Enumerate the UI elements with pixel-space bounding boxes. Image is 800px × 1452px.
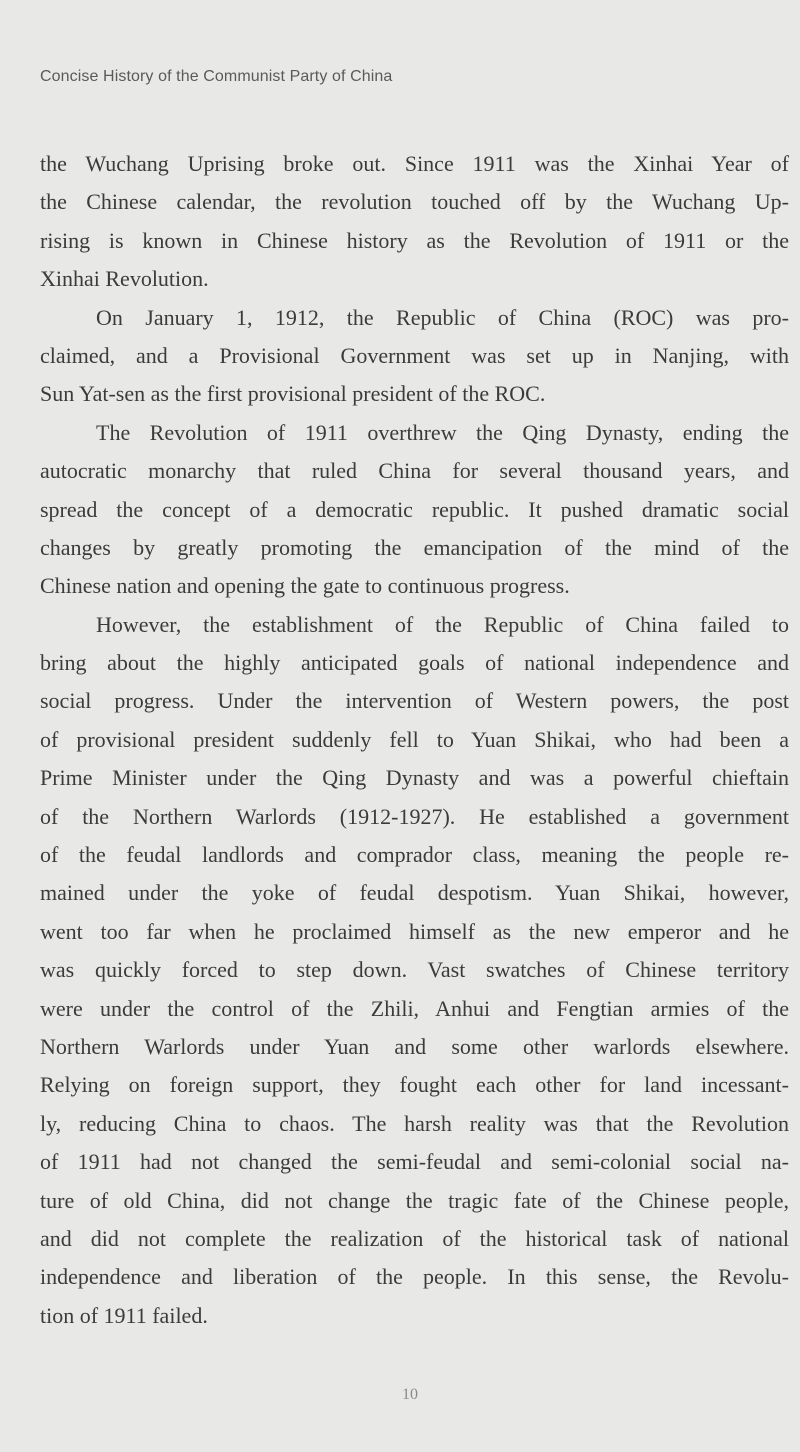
text-line: was quickly forced to step down. Vast swatches of Chinese territory xyxy=(40,957,789,983)
text-line: of 1911 had not changed the semi-feudal and semi-colonial social na- xyxy=(40,1149,789,1175)
text-line: of provisional president suddenly fell to Yuan Shikai, who had been a xyxy=(40,726,789,752)
paragraph xyxy=(40,414,789,606)
text-line: and did not complete the realization of the historical task of national xyxy=(40,1225,789,1251)
text-line: independence and liberation of the people. In this sense, the Revolu- xyxy=(40,1264,789,1290)
page-number: 10 xyxy=(402,1386,418,1403)
text-line: Relying on foreign support, they fought each other for land incessant- xyxy=(40,1072,789,1098)
text-line: On January 1, 1912, the Republic of China (ROC) was pro- xyxy=(96,304,789,330)
text-line: spread the concept of a democratic republic. It pushed dramatic social xyxy=(40,496,789,522)
text-line: ly, reducing China to chaos. The harsh reality was that the Revolution xyxy=(40,1110,789,1136)
text-line: ture of old China, did not change the tragic fate of the Chinese people, xyxy=(40,1187,789,1213)
text-line: claimed, and a Provisional Government was set up in Nanjing, with xyxy=(40,342,789,368)
text-line: of the Northern Warlords (1912-1927). He established a government xyxy=(40,803,789,829)
text-line: tion of 1911 failed. xyxy=(40,1302,208,1328)
text-line: Northern Warlords under Yuan and some other warlords elsewhere. xyxy=(40,1033,789,1059)
text-line: were under the control of the Zhili, Anhui and Fengtian armies of the xyxy=(40,995,789,1021)
paragraph xyxy=(40,299,789,414)
text-line: Prime Minister under the Qing Dynasty and was a powerful chieftain xyxy=(40,765,789,791)
paragraph xyxy=(40,145,789,299)
text-line: Sun Yat-sen as the first provisional president of the ROC. xyxy=(40,381,546,407)
text-line: Chinese nation and opening the gate to continuous progress. xyxy=(40,573,570,599)
running-header: Concise History of the Communist Party of China xyxy=(40,68,393,85)
text-line: The Revolution of 1911 overthrew the Qing Dynasty, ending the xyxy=(96,419,789,445)
text-line: went too far when he proclaimed himself as the new emperor and he xyxy=(40,918,789,944)
text-line: bring about the highly anticipated goals of national independence and xyxy=(40,650,789,676)
text-line: rising is known in Chinese history as the Revolution of 1911 or the xyxy=(40,227,789,253)
paragraph xyxy=(40,606,789,1335)
text-line: of the feudal landlords and comprador class, meaning the people re- xyxy=(40,842,789,868)
text-line: the Chinese calendar, the revolution touched off by the Wuchang Up- xyxy=(40,189,789,215)
text-line: the Wuchang Uprising broke out. Since 1911 was the Xinhai Year of xyxy=(40,151,789,176)
text-line: autocratic monarchy that ruled China for several thousand years, and xyxy=(40,458,789,484)
text-line: mained under the yoke of feudal despotism. Yuan Shikai, however, xyxy=(40,880,789,906)
text-line: However, the establishment of the Republic of China failed to xyxy=(96,611,789,637)
text-line: Xinhai Revolution. xyxy=(40,266,209,292)
text-line: social progress. Under the intervention of Western powers, the post xyxy=(40,688,789,714)
body-text xyxy=(40,145,789,1335)
text-line: changes by greatly promoting the emancipation of the mind of the xyxy=(40,534,789,560)
